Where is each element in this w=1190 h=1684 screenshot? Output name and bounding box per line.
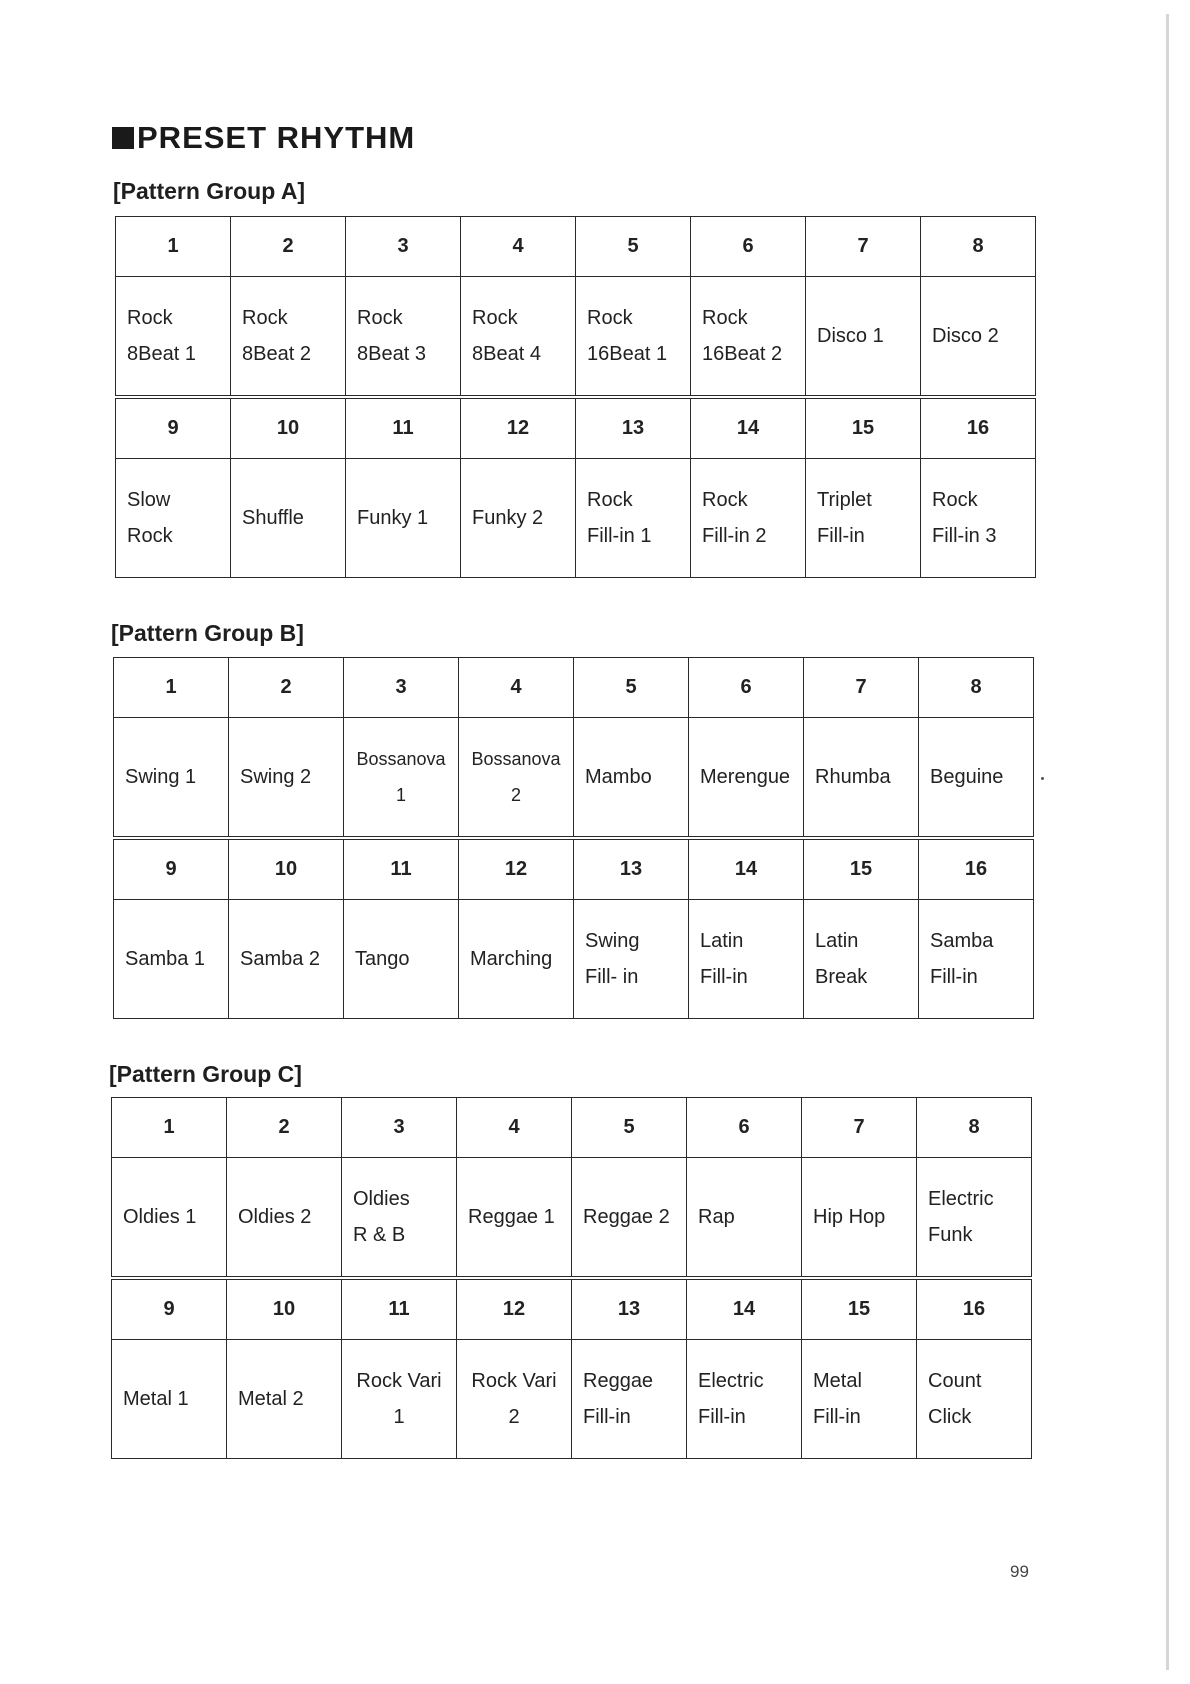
pattern-number: 2 [227, 1098, 342, 1158]
pattern-name: Electric Fill-in [687, 1340, 802, 1459]
name-row [114, 900, 1034, 1019]
pattern-name: Rock 8Beat 4 [461, 277, 576, 398]
pattern-number: 12 [457, 1278, 572, 1340]
pattern-number: 1 [116, 217, 231, 277]
pattern-number: 11 [344, 838, 459, 900]
pattern-number: 5 [576, 217, 691, 277]
pattern-name: Latin Break [804, 900, 919, 1019]
pattern-name: Funky 1 [346, 459, 461, 578]
pattern-name: Disco 2 [921, 277, 1036, 398]
pattern-name: Rock Fill-in 2 [691, 459, 806, 578]
pattern-name: Rock Vari 1 [342, 1340, 457, 1459]
pattern-number: 5 [574, 658, 689, 718]
pattern-number: 4 [457, 1098, 572, 1158]
pattern-number: 1 [114, 658, 229, 718]
pattern-name: Samba 1 [114, 900, 229, 1019]
pattern-name: Samba 2 [229, 900, 344, 1019]
number-row [116, 397, 1036, 459]
pattern-name: Mambo [574, 718, 689, 839]
pattern-name: Rock Fill-in 1 [576, 459, 691, 578]
name-row [116, 459, 1036, 578]
pattern-name: Rock 16Beat 1 [576, 277, 691, 398]
pattern-number: 12 [459, 838, 574, 900]
number-row [114, 658, 1034, 718]
pattern-name: Rhumba [804, 718, 919, 839]
name-row [114, 718, 1034, 839]
pattern-number: 6 [689, 658, 804, 718]
pattern-number: 2 [229, 658, 344, 718]
pattern-number: 14 [691, 397, 806, 459]
pattern-name: Metal 1 [112, 1340, 227, 1459]
pattern-number: 3 [342, 1098, 457, 1158]
pattern-number: 8 [919, 658, 1034, 718]
pattern-name: Rock Fill-in 3 [921, 459, 1036, 578]
pattern-name: Marching [459, 900, 574, 1019]
pattern-number: 6 [687, 1098, 802, 1158]
pattern-number: 15 [802, 1278, 917, 1340]
pattern-name: Bossanova 1 [344, 718, 459, 839]
name-row [112, 1340, 1032, 1459]
pattern-number: 7 [802, 1098, 917, 1158]
pattern-number: 4 [461, 217, 576, 277]
group-c-table [111, 1097, 1032, 1459]
pattern-number: 7 [804, 658, 919, 718]
pattern-number: 10 [231, 397, 346, 459]
pattern-number: 11 [346, 397, 461, 459]
pattern-name: Disco 1 [806, 277, 921, 398]
pattern-number: 13 [574, 838, 689, 900]
pattern-name: Merengue [689, 718, 804, 839]
pattern-number: 13 [576, 397, 691, 459]
pattern-name: Triplet Fill-in [806, 459, 921, 578]
group-a-heading: [Pattern Group A] [113, 178, 306, 204]
pattern-name: Tango [344, 900, 459, 1019]
number-row [112, 1278, 1032, 1340]
pattern-number: 15 [806, 397, 921, 459]
pattern-number: 8 [921, 217, 1036, 277]
number-row [114, 838, 1034, 900]
pattern-name: Oldies 1 [112, 1158, 227, 1279]
pattern-number: 10 [229, 838, 344, 900]
page-title-text: PRESET RHYTHM [137, 120, 416, 155]
number-row [116, 217, 1036, 277]
pattern-number: 14 [689, 838, 804, 900]
pattern-number: 9 [116, 397, 231, 459]
pattern-name: Swing 1 [114, 718, 229, 839]
group-c-heading: [Pattern Group C] [109, 1061, 302, 1087]
pattern-number: 15 [804, 838, 919, 900]
pattern-number: 16 [919, 838, 1034, 900]
group-b-heading: [Pattern Group B] [111, 620, 304, 646]
pattern-number: 16 [921, 397, 1036, 459]
pattern-number: 16 [917, 1278, 1032, 1340]
pattern-name: Rock 8Beat 2 [231, 277, 346, 398]
pattern-number: 10 [227, 1278, 342, 1340]
pattern-name: Rock Vari 2 [457, 1340, 572, 1459]
pattern-name: Oldies R & B [342, 1158, 457, 1279]
title-bullet-square-icon [112, 127, 134, 149]
pattern-number: 9 [114, 838, 229, 900]
pattern-number: 3 [344, 658, 459, 718]
pattern-name: Latin Fill-in [689, 900, 804, 1019]
stray-mark [1041, 777, 1044, 780]
page-number: 99 [1010, 1562, 1029, 1581]
pattern-name: Reggae 1 [457, 1158, 572, 1279]
page-title [112, 120, 415, 156]
pattern-number: 9 [112, 1278, 227, 1340]
pattern-number: 14 [687, 1278, 802, 1340]
pattern-name: Rock 8Beat 3 [346, 277, 461, 398]
pattern-number: 11 [342, 1278, 457, 1340]
pattern-name: Rock 8Beat 1 [116, 277, 231, 398]
pattern-number: 6 [691, 217, 806, 277]
pattern-name: Metal Fill-in [802, 1340, 917, 1459]
pattern-name: Samba Fill-in [919, 900, 1034, 1019]
group-a-table [115, 216, 1036, 578]
group-b-table [113, 657, 1034, 1019]
pattern-name: Rock 16Beat 2 [691, 277, 806, 398]
pattern-number: 1 [112, 1098, 227, 1158]
pattern-number: 12 [461, 397, 576, 459]
pattern-name: Electric Funk [917, 1158, 1032, 1279]
pattern-name: Funky 2 [461, 459, 576, 578]
pattern-number: 3 [346, 217, 461, 277]
pattern-name: Oldies 2 [227, 1158, 342, 1279]
pattern-name: Bossanova 2 [459, 718, 574, 839]
pattern-number: 7 [806, 217, 921, 277]
pattern-name: Rap [687, 1158, 802, 1279]
pattern-name: Beguine [919, 718, 1034, 839]
pattern-name: Count Click [917, 1340, 1032, 1459]
pattern-number: 13 [572, 1278, 687, 1340]
pattern-name: Slow Rock [116, 459, 231, 578]
pattern-number: 8 [917, 1098, 1032, 1158]
pattern-name: Reggae Fill-in [572, 1340, 687, 1459]
pattern-name: Swing 2 [229, 718, 344, 839]
name-row [112, 1158, 1032, 1279]
pattern-name: Metal 2 [227, 1340, 342, 1459]
number-row [112, 1098, 1032, 1158]
pattern-number: 5 [572, 1098, 687, 1158]
pattern-number: 4 [459, 658, 574, 718]
page-edge-shadow [1166, 14, 1169, 1670]
pattern-name: Hip Hop [802, 1158, 917, 1279]
pattern-number: 2 [231, 217, 346, 277]
pattern-name: Reggae 2 [572, 1158, 687, 1279]
name-row [116, 277, 1036, 398]
pattern-name: Shuffle [231, 459, 346, 578]
pattern-name: Swing Fill- in [574, 900, 689, 1019]
